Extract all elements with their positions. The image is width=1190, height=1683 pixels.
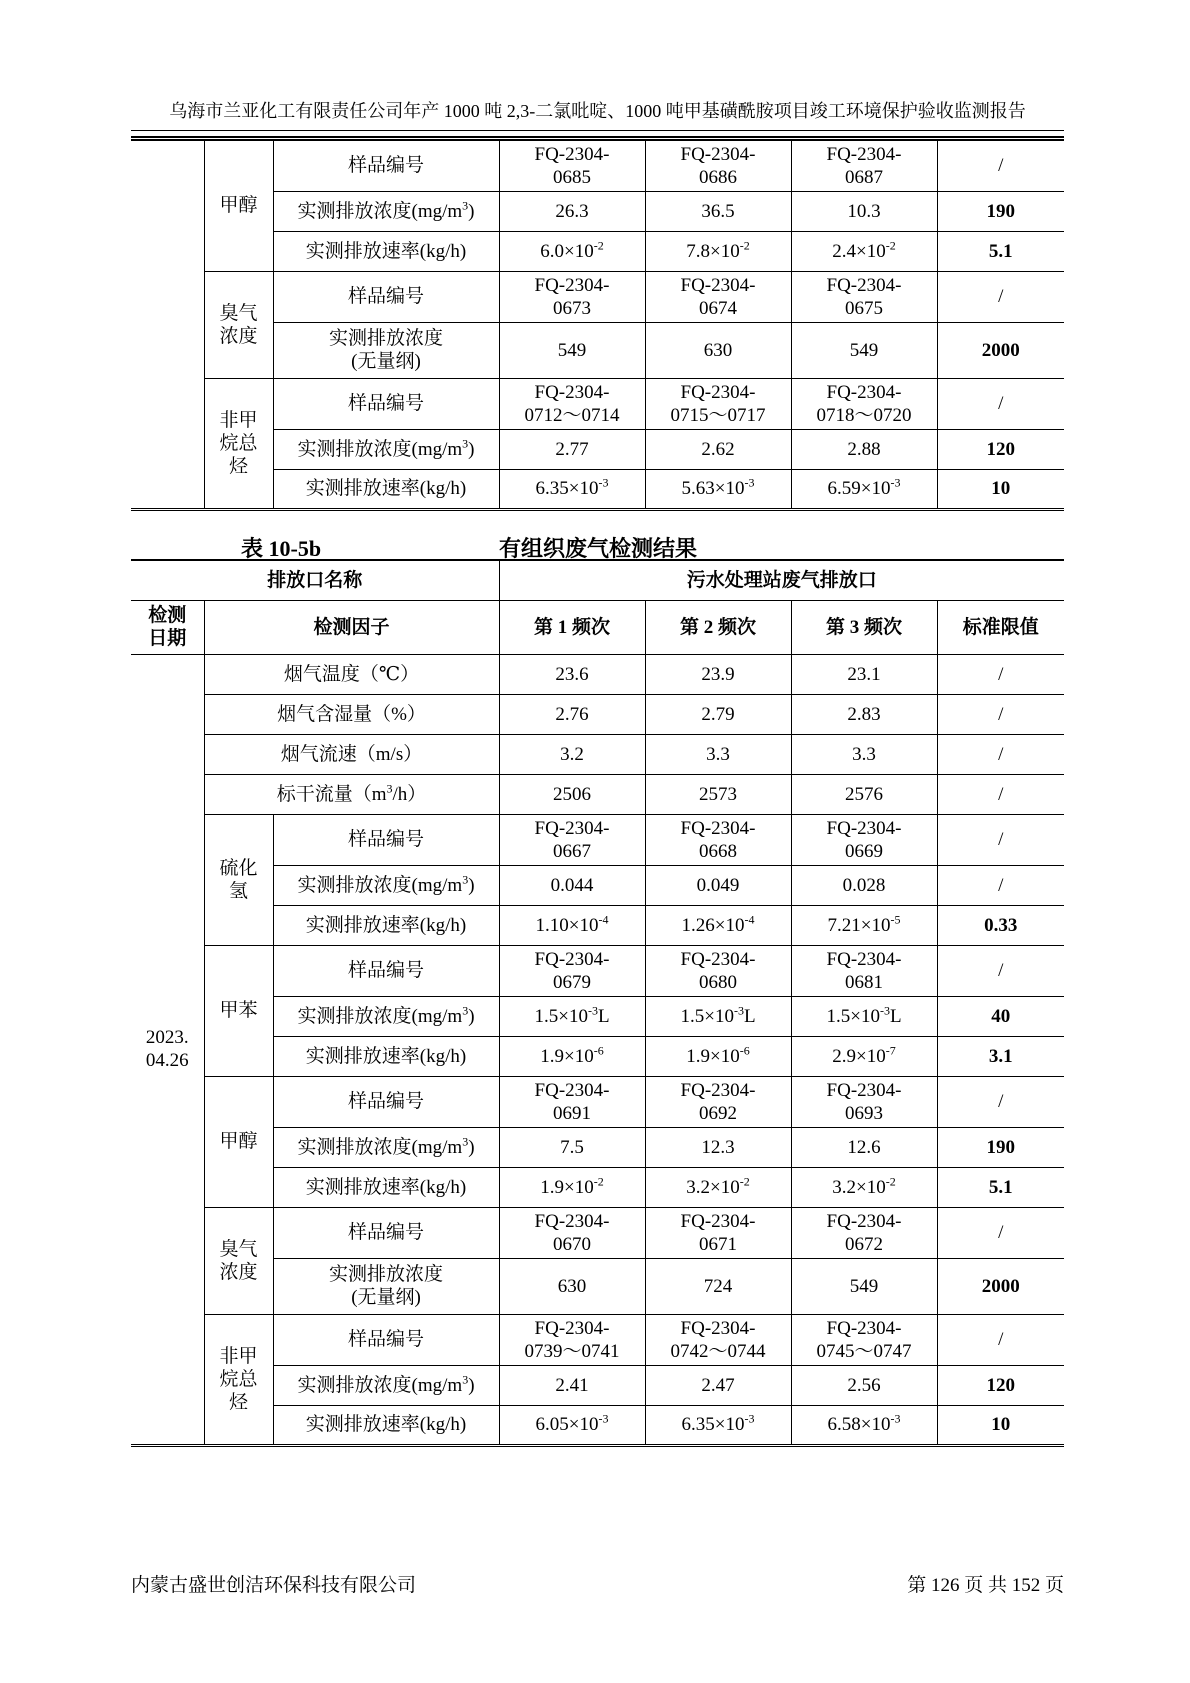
value-cell-3: 549 xyxy=(791,322,937,378)
value-cell-2: FQ-2304- 0715～0717 xyxy=(645,378,791,429)
value-cell-3: FQ-2304- 0672 xyxy=(791,1207,937,1258)
header-rule xyxy=(131,130,1064,131)
col-3-header: 第 3 频次 xyxy=(791,600,937,654)
factor-cell: 非甲烷总烃 xyxy=(204,1314,273,1445)
value-cell-3: FQ-2304- 0687 xyxy=(791,140,937,191)
value-cell-3: 2576 xyxy=(791,774,937,814)
value-cell-2: 3.3 xyxy=(645,734,791,774)
value-cell-3: FQ-2304- 0675 xyxy=(791,271,937,322)
item-cell: 标干流量$(m^3/h)$ xyxy=(204,774,499,814)
value-cell-2: FQ-2304- 0674 xyxy=(645,271,791,322)
value-cell-2: FQ-2304- 0742～0744 xyxy=(645,1314,791,1365)
limit-cell: / xyxy=(937,1076,1064,1127)
col-date-header: 检测 日期 xyxy=(131,600,204,654)
factor-cell: 甲醇 xyxy=(204,1076,273,1207)
value-cell-2: $5.63\times 10^{-3}$ xyxy=(645,469,791,509)
value-cell-2: FQ-2304- 0686 xyxy=(645,140,791,191)
table-continuation xyxy=(131,139,1064,511)
item-cell: 样品编号 xyxy=(273,945,499,996)
value-cell-1: FQ-2304- 0679 xyxy=(499,945,645,996)
table-title: 有组织废气检测结果 xyxy=(499,536,698,561)
value-cell-1: 0.044 xyxy=(499,865,645,905)
value-cell-1: 2506 xyxy=(499,774,645,814)
value-cell-2: 36.5 xyxy=(645,191,791,231)
table-number: 表 10-5b xyxy=(241,536,322,561)
value-cell-3: FQ-2304- 0745～0747 xyxy=(791,1314,937,1365)
value-cell-3: $6.58\times 10^{-3}$ xyxy=(791,1405,937,1445)
value-cell-2: 23.9 xyxy=(645,654,791,694)
value-cell-3: 0.028 xyxy=(791,865,937,905)
limit-cell: / xyxy=(937,1207,1064,1258)
value-cell-2: $3.2\times 10^{-2}$ xyxy=(645,1167,791,1207)
value-cell-2: 2.62 xyxy=(645,429,791,469)
value-cell-1: FQ-2304- 0712～0714 xyxy=(499,378,645,429)
factor-cell: 臭气浓度 xyxy=(204,271,273,378)
item-cell: 实测排放速率(kg/h) xyxy=(273,231,499,271)
value-cell-1: 630 xyxy=(499,1258,645,1314)
table-row xyxy=(131,654,1064,694)
limit-cell: 5.1 xyxy=(937,1167,1064,1207)
item-cell: 实测排放速率(kg/h) xyxy=(273,905,499,945)
value-cell-3: 549 xyxy=(791,1258,937,1314)
limit-cell: / xyxy=(937,774,1064,814)
item-cell: 烟气流速（m/s） xyxy=(204,734,499,774)
outlet-row xyxy=(131,560,1064,600)
table-row xyxy=(131,1314,1064,1365)
value-cell-1: $1.9\times 10^{-6}$ xyxy=(499,1036,645,1076)
limit-cell: 3.1 xyxy=(937,1036,1064,1076)
value-cell-1: $1.10\times 10^{-4}$ xyxy=(499,905,645,945)
table-row xyxy=(131,1076,1064,1127)
value-cell-2: FQ-2304- 0680 xyxy=(645,945,791,996)
value-cell-2: 630 xyxy=(645,322,791,378)
value-cell-2: $1.9\times 10^{-6}$ xyxy=(645,1036,791,1076)
footer-page-number: 第 126 页 共 152 页 xyxy=(907,1575,1064,1596)
value-cell-2: 2.47 xyxy=(645,1365,791,1405)
value-cell-3: 2.83 xyxy=(791,694,937,734)
limit-cell: 120 xyxy=(937,1365,1064,1405)
item-cell: 样品编号 xyxy=(273,1207,499,1258)
value-cell-2: 0.049 xyxy=(645,865,791,905)
item-cell: 样品编号 xyxy=(273,140,499,191)
limit-cell: 190 xyxy=(937,1127,1064,1167)
item-cell: 实测排放浓度$(mg/m^3)$ xyxy=(273,429,499,469)
value-cell-1: 2.76 xyxy=(499,694,645,734)
value-cell-3: $3.2\times 10^{-2}$ xyxy=(791,1167,937,1207)
item-cell: 实测排放浓度$(mg/m^3)$ xyxy=(273,1365,499,1405)
table-row xyxy=(131,945,1064,996)
value-cell-1: FQ-2304- 0685 xyxy=(499,140,645,191)
col-factor-header: 检测因子 xyxy=(204,600,499,654)
limit-cell: 120 xyxy=(937,429,1064,469)
value-cell-1: 23.6 xyxy=(499,654,645,694)
limit-cell: 2000 xyxy=(937,1258,1064,1314)
value-cell-3: 2.56 xyxy=(791,1365,937,1405)
value-cell-1: FQ-2304- 0673 xyxy=(499,271,645,322)
item-cell: 样品编号 xyxy=(273,271,499,322)
item-cell: 样品编号 xyxy=(273,1076,499,1127)
limit-cell: 0.33 xyxy=(937,905,1064,945)
value-cell-2: $1.5\times 10^{-3}L$ xyxy=(645,996,791,1036)
limit-cell: / xyxy=(937,814,1064,865)
date-cell: 2023. 04.26 xyxy=(131,654,204,1445)
limit-cell: / xyxy=(937,654,1064,694)
value-cell-3: $2.4\times 10^{-2}$ xyxy=(791,231,937,271)
value-cell-1: 549 xyxy=(499,322,645,378)
limit-cell: 2000 xyxy=(937,322,1064,378)
value-cell-1: $6.0\times 10^{-2}$ xyxy=(499,231,645,271)
table-row xyxy=(131,1207,1064,1258)
item-cell: 样品编号 xyxy=(273,1314,499,1365)
table-row xyxy=(131,378,1064,429)
table-row xyxy=(131,271,1064,322)
value-cell-2: FQ-2304- 0671 xyxy=(645,1207,791,1258)
value-cell-2: $7.8\times 10^{-2}$ xyxy=(645,231,791,271)
value-cell-3: FQ-2304- 0669 xyxy=(791,814,937,865)
limit-cell: 5.1 xyxy=(937,231,1064,271)
value-cell-3: $6.59\times 10^{-3}$ xyxy=(791,469,937,509)
outlet-name: 污水处理站废气排放口 xyxy=(499,560,1064,600)
value-cell-2: $6.35\times 10^{-3}$ xyxy=(645,1405,791,1445)
limit-cell: 10 xyxy=(937,1405,1064,1445)
limit-cell: 10 xyxy=(937,469,1064,509)
limit-cell: / xyxy=(937,271,1064,322)
limit-cell: / xyxy=(937,140,1064,191)
item-cell: 实测排放速率(kg/h) xyxy=(273,1036,499,1076)
header-row xyxy=(131,600,1064,654)
item-cell: 实测排放速率(kg/h) xyxy=(273,1405,499,1445)
value-cell-3: $2.9\times 10^{-7}$ xyxy=(791,1036,937,1076)
value-cell-3: $7.21\times 10^{-5}$ xyxy=(791,905,937,945)
limit-cell: / xyxy=(937,945,1064,996)
item-cell: 实测排放浓度 (无量纲) xyxy=(273,322,499,378)
value-cell-2: 12.3 xyxy=(645,1127,791,1167)
value-cell-3: FQ-2304- 0693 xyxy=(791,1076,937,1127)
value-cell-1: 2.41 xyxy=(499,1365,645,1405)
item-cell: 实测排放浓度$(mg/m^3)$ xyxy=(273,865,499,905)
value-cell-3: 3.3 xyxy=(791,734,937,774)
table-row xyxy=(131,774,1064,814)
col-1-header: 第 1 频次 xyxy=(499,600,645,654)
table-row xyxy=(131,694,1064,734)
value-cell-1: 3.2 xyxy=(499,734,645,774)
table-row xyxy=(131,734,1064,774)
date-cell xyxy=(131,140,204,509)
factor-cell: 非甲烷总烃 xyxy=(204,378,273,509)
value-cell-1: $1.5\times 10^{-3}L$ xyxy=(499,996,645,1036)
col-2-header: 第 2 频次 xyxy=(645,600,791,654)
value-cell-3: 12.6 xyxy=(791,1127,937,1167)
limit-cell: / xyxy=(937,1314,1064,1365)
item-cell: 实测排放浓度$(mg/m^3)$ xyxy=(273,996,499,1036)
factor-cell: 臭气浓度 xyxy=(204,1207,273,1314)
value-cell-1: 7.5 xyxy=(499,1127,645,1167)
limit-cell: / xyxy=(937,694,1064,734)
value-cell-2: 2.79 xyxy=(645,694,791,734)
value-cell-1: 2.77 xyxy=(499,429,645,469)
value-cell-3: 10.3 xyxy=(791,191,937,231)
col-limit-header: 标准限值 xyxy=(937,600,1064,654)
value-cell-2: 724 xyxy=(645,1258,791,1314)
page-header: 乌海市兰亚化工有限责任公司年产 1000 吨 2,3-二氯吡啶、1000 吨甲基磺酰胺项目竣工环境保护验收监测报告 xyxy=(169,101,1026,121)
item-cell: 样品编号 xyxy=(273,378,499,429)
value-cell-1: FQ-2304- 0670 xyxy=(499,1207,645,1258)
value-cell-2: 2573 xyxy=(645,774,791,814)
value-cell-3: 23.1 xyxy=(791,654,937,694)
value-cell-3: FQ-2304- 0681 xyxy=(791,945,937,996)
factor-cell: 硫化氢 xyxy=(204,814,273,945)
limit-cell: / xyxy=(937,865,1064,905)
factor-cell: 甲醇 xyxy=(204,140,273,271)
item-cell: 实测排放浓度 (无量纲) xyxy=(273,1258,499,1314)
value-cell-1: $6.05\times 10^{-3}$ xyxy=(499,1405,645,1445)
outlet-label: 排放口名称 xyxy=(131,560,499,600)
limit-cell: 190 xyxy=(937,191,1064,231)
header-rule-thick xyxy=(131,136,1064,138)
item-cell: 样品编号 xyxy=(273,814,499,865)
value-cell-3: $1.5\times 10^{-3}L$ xyxy=(791,996,937,1036)
item-cell: 实测排放浓度$(mg/m^3)$ xyxy=(273,1127,499,1167)
limit-cell: / xyxy=(937,734,1064,774)
value-cell-1: FQ-2304- 0739～0741 xyxy=(499,1314,645,1365)
footer-company: 内蒙古盛世创洁环保科技有限公司 xyxy=(131,1575,417,1596)
table-row xyxy=(131,814,1064,865)
table-row xyxy=(131,140,1064,191)
table-10-5b xyxy=(131,559,1064,1447)
item-cell: 实测排放速率(kg/h) xyxy=(273,1167,499,1207)
item-cell: 烟气含湿量（%） xyxy=(204,694,499,734)
item-cell: 实测排放速率(kg/h) xyxy=(273,469,499,509)
value-cell-3: 2.88 xyxy=(791,429,937,469)
limit-cell: / xyxy=(937,378,1064,429)
value-cell-1: 26.3 xyxy=(499,191,645,231)
value-cell-1: $1.9\times 10^{-2}$ xyxy=(499,1167,645,1207)
value-cell-3: FQ-2304- 0718～0720 xyxy=(791,378,937,429)
value-cell-2: FQ-2304- 0668 xyxy=(645,814,791,865)
item-cell: 烟气温度（℃） xyxy=(204,654,499,694)
factor-cell: 甲苯 xyxy=(204,945,273,1076)
value-cell-1: FQ-2304- 0667 xyxy=(499,814,645,865)
value-cell-2: $1.26\times 10^{-4}$ xyxy=(645,905,791,945)
value-cell-2: FQ-2304- 0692 xyxy=(645,1076,791,1127)
value-cell-1: $6.35\times 10^{-3}$ xyxy=(499,469,645,509)
item-cell: 实测排放浓度$(mg/m^3)$ xyxy=(273,191,499,231)
limit-cell: 40 xyxy=(937,996,1064,1036)
value-cell-1: FQ-2304- 0691 xyxy=(499,1076,645,1127)
